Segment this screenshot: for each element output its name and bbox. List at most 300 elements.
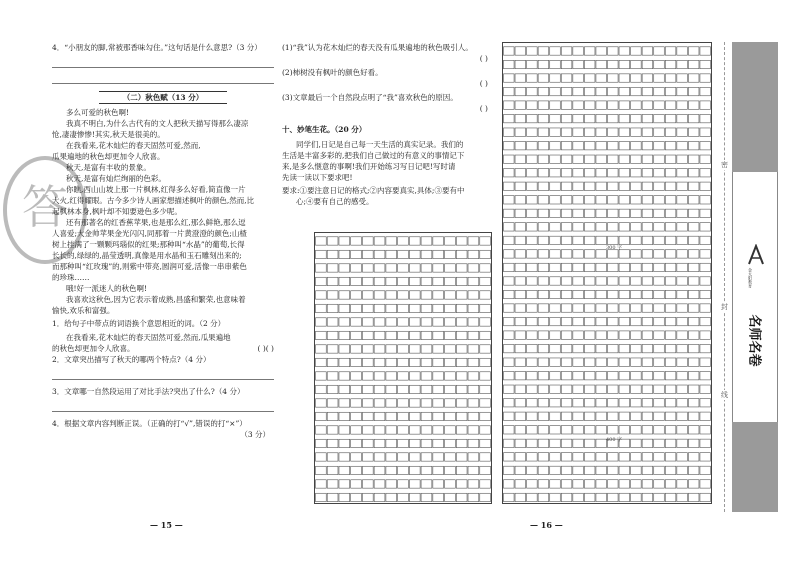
grid-cell — [608, 385, 619, 393]
grid-cell — [619, 196, 630, 204]
answer-line[interactable] — [52, 400, 274, 412]
grid-cell — [339, 291, 350, 299]
grid-cell — [527, 277, 538, 285]
grid-cell — [700, 169, 711, 177]
grid-cell — [573, 128, 584, 136]
grid-cell — [362, 345, 373, 353]
grid-cell — [573, 344, 584, 352]
grid-cell — [584, 223, 595, 231]
grid-cell — [339, 237, 350, 245]
grid-cell — [584, 317, 595, 325]
grid-cell — [527, 209, 538, 217]
grid-cell — [339, 277, 350, 285]
grid-cell — [386, 250, 397, 258]
grid-cell — [619, 304, 630, 312]
grid-cell — [619, 466, 630, 474]
grid-cell — [677, 371, 688, 379]
grid-cell — [409, 372, 420, 380]
grid-cell — [515, 304, 526, 312]
grid-cell — [316, 466, 327, 474]
grid-cell — [374, 466, 385, 474]
passage-line: 的珍珠…… — [52, 273, 90, 282]
grid-cell — [527, 60, 538, 68]
grid-cell — [642, 250, 653, 258]
grid-cell — [445, 399, 456, 407]
grid-cell — [654, 87, 665, 95]
grid-cell — [596, 331, 607, 339]
grid-cell — [362, 331, 373, 339]
grid-cell — [480, 412, 491, 420]
grid-cell — [642, 290, 653, 298]
grid-cell — [550, 412, 561, 420]
grid-cell — [561, 385, 572, 393]
grid-cell — [665, 304, 676, 312]
grid-cell — [561, 87, 572, 95]
grid-cell — [515, 47, 526, 55]
grid-cell — [504, 209, 515, 217]
grid-cell — [456, 372, 467, 380]
grid-cell — [409, 480, 420, 488]
grid-cell — [642, 371, 653, 379]
grid-cell — [339, 480, 350, 488]
question-1-blanks[interactable]: ( )( ) — [257, 344, 274, 353]
passage-line: 而那种叫“红玫瑰”的,则紫中带亮,圆润可爱,活像一串串紫色 — [52, 262, 247, 271]
grid-cell — [433, 264, 444, 272]
grid-cell — [608, 480, 619, 488]
grid-cell — [421, 399, 432, 407]
grid-cell — [456, 453, 467, 461]
grid-cell — [351, 385, 362, 393]
grid-cell — [421, 439, 432, 447]
grid-cell — [561, 101, 572, 109]
writing-grid-right[interactable] — [502, 42, 712, 504]
grid-cell — [421, 250, 432, 258]
grid-cell — [398, 372, 409, 380]
grid-cell — [362, 466, 373, 474]
grid-cell — [421, 331, 432, 339]
grid-cell — [665, 47, 676, 55]
grid-cell — [584, 169, 595, 177]
grid-cell — [433, 345, 444, 353]
grid-cell — [480, 480, 491, 488]
grid-cell — [700, 114, 711, 122]
grid-cell — [584, 141, 595, 149]
grid-cell — [550, 114, 561, 122]
grid-cell — [608, 290, 619, 298]
grid-cell — [665, 493, 676, 501]
grid-cell — [421, 264, 432, 272]
grid-cell — [339, 426, 350, 434]
grid-cell — [584, 60, 595, 68]
grid-cell — [421, 453, 432, 461]
judge-blank[interactable]: ( ) — [479, 79, 488, 88]
grid-cell — [445, 385, 456, 393]
grid-cell — [515, 87, 526, 95]
grid-cell — [480, 426, 491, 434]
grid-cell — [654, 493, 665, 501]
grid-cell — [584, 399, 595, 407]
grid-cell — [619, 114, 630, 122]
grid-cell — [550, 426, 561, 434]
grid-cell — [573, 47, 584, 55]
grid-cell — [596, 141, 607, 149]
grid-cell — [527, 493, 538, 501]
grid-cell — [327, 439, 338, 447]
grid-cell — [386, 304, 397, 312]
grid-cell — [386, 439, 397, 447]
grid-cell — [561, 493, 572, 501]
grid-cell — [700, 155, 711, 163]
grid-cell — [584, 74, 595, 82]
grid-cell — [573, 277, 584, 285]
grid-cell — [468, 372, 479, 380]
grid-cell — [619, 277, 630, 285]
grid-cell — [316, 304, 327, 312]
grid-cell — [584, 344, 595, 352]
grid-cell — [561, 236, 572, 244]
grid-cell — [445, 412, 456, 420]
grid-cell — [504, 426, 515, 434]
grid-cell — [504, 358, 515, 366]
grid-cell — [550, 480, 561, 488]
grid-cell — [677, 263, 688, 271]
grid-cell — [654, 169, 665, 177]
question-4: 4．根据文章内容判断正误。（正确的打“√”,错误的打“×”） — [52, 419, 247, 428]
grid-cell — [631, 466, 642, 474]
grid-cell — [700, 223, 711, 231]
grid-cell — [386, 453, 397, 461]
grid-cell — [573, 182, 584, 190]
grid-cell — [374, 426, 385, 434]
grid-cell — [527, 453, 538, 461]
grid-cell — [468, 264, 479, 272]
grid-cell — [677, 358, 688, 366]
grid-cell — [550, 141, 561, 149]
grid-cell — [421, 372, 432, 380]
grid-cell — [339, 466, 350, 474]
grid-cell — [550, 263, 561, 271]
grid-cell — [327, 250, 338, 258]
grid-cell — [608, 101, 619, 109]
grid-cell — [642, 317, 653, 325]
brand-logo-icon — [747, 244, 765, 266]
grid-cell — [538, 439, 549, 447]
grid-cell — [445, 493, 456, 501]
grid-cell — [654, 60, 665, 68]
grid-cell — [665, 236, 676, 244]
grid-cell — [584, 277, 595, 285]
grid-cell — [619, 128, 630, 136]
grid-cell — [654, 304, 665, 312]
grid-cell — [550, 223, 561, 231]
grid-cell — [527, 466, 538, 474]
grid-cell — [561, 196, 572, 204]
grid-cell — [561, 223, 572, 231]
passage-line: 起枫林本身,枫叶却不知要逊色多少呢。 — [52, 207, 182, 216]
grid-cell — [538, 263, 549, 271]
grid-cell — [642, 358, 653, 366]
grid-cell — [538, 87, 549, 95]
grid-cell — [374, 412, 385, 420]
grid-cell — [550, 317, 561, 325]
grid-cell — [619, 101, 630, 109]
grid-cell — [538, 290, 549, 298]
grid-cell — [480, 304, 491, 312]
grid-cell — [573, 385, 584, 393]
grid-cell — [688, 155, 699, 163]
grid-cell — [654, 223, 665, 231]
grid-cell — [316, 358, 327, 366]
grid-cell — [515, 344, 526, 352]
grid-cell — [433, 480, 444, 488]
grid-cell — [515, 399, 526, 407]
grid-cell — [433, 372, 444, 380]
grid-cell — [504, 101, 515, 109]
grid-cell — [362, 453, 373, 461]
grid-cell — [665, 371, 676, 379]
grid-cell — [515, 466, 526, 474]
grid-cell — [445, 466, 456, 474]
grid-cell — [515, 223, 526, 231]
grid-cell — [619, 290, 630, 298]
answer-line[interactable] — [52, 368, 274, 380]
spine-brand-band — [732, 172, 778, 422]
grid-cell — [677, 344, 688, 352]
grid-cell — [362, 372, 373, 380]
seal-text: 答 — [22, 180, 68, 234]
grid-cell — [654, 236, 665, 244]
grid-cell — [316, 331, 327, 339]
grid-cell — [654, 128, 665, 136]
grid-cell — [362, 237, 373, 245]
grid-cell — [468, 237, 479, 245]
grid-cell — [538, 60, 549, 68]
grid-cell — [677, 493, 688, 501]
grid-cell — [596, 344, 607, 352]
grid-cell — [433, 291, 444, 299]
grid-cell — [688, 290, 699, 298]
grid-cell — [688, 236, 699, 244]
grid-cell — [409, 453, 420, 461]
grid-cell — [665, 74, 676, 82]
grid-cell — [619, 47, 630, 55]
grid-cell — [596, 223, 607, 231]
grid-cell — [677, 47, 688, 55]
grid-cell — [316, 453, 327, 461]
grid-cell — [339, 385, 350, 393]
grid-cell — [688, 141, 699, 149]
grid-cell — [456, 264, 467, 272]
grid-cell — [362, 264, 373, 272]
grid-cell — [327, 358, 338, 366]
grid-cell — [700, 466, 711, 474]
grid-cell — [527, 236, 538, 244]
grid-cell — [515, 277, 526, 285]
grid-cell — [700, 60, 711, 68]
grid-cell — [515, 250, 526, 258]
grid-cell — [631, 169, 642, 177]
grid-cell — [527, 480, 538, 488]
grid-cell — [351, 264, 362, 272]
grid-cell — [608, 169, 619, 177]
grid-cell — [421, 466, 432, 474]
grid-cell — [374, 372, 385, 380]
grid-cell — [642, 344, 653, 352]
grid-cell — [468, 399, 479, 407]
grid-cell — [527, 74, 538, 82]
grid-cell — [386, 385, 397, 393]
grid-cell — [374, 318, 385, 326]
grid-cell — [677, 128, 688, 136]
grid-cell — [608, 331, 619, 339]
grid-cell — [608, 371, 619, 379]
grid-cell — [445, 277, 456, 285]
grid-cell — [631, 209, 642, 217]
grid-cell — [642, 304, 653, 312]
grid-cell — [398, 480, 409, 488]
grid-cell — [596, 236, 607, 244]
grid-cell — [538, 493, 549, 501]
grid-cell — [631, 128, 642, 136]
grid-cell — [456, 331, 467, 339]
grid-cell — [688, 60, 699, 68]
grid-cell — [538, 453, 549, 461]
grid-cell — [665, 169, 676, 177]
grid-cell — [456, 304, 467, 312]
grid-cell — [642, 466, 653, 474]
grid-cell — [688, 371, 699, 379]
grid-cell — [654, 344, 665, 352]
answer-line[interactable] — [52, 72, 274, 84]
grid-cell — [631, 426, 642, 434]
grid-cell — [398, 439, 409, 447]
grid-cell — [421, 493, 432, 501]
grid-cell — [504, 128, 515, 136]
grid-cell — [421, 345, 432, 353]
grid-cell — [550, 60, 561, 68]
grid-cell — [515, 263, 526, 271]
grid-cell — [665, 277, 676, 285]
grid-cell — [573, 371, 584, 379]
writing-grid-middle[interactable] — [314, 232, 492, 504]
grid-cell — [688, 277, 699, 285]
grid-cell — [504, 60, 515, 68]
grid-cell — [596, 480, 607, 488]
grid-cell — [573, 236, 584, 244]
grid-cell — [480, 453, 491, 461]
grid-cell — [456, 493, 467, 501]
grid-cell — [327, 480, 338, 488]
grid-cell — [445, 372, 456, 380]
judge-blank[interactable]: ( ) — [479, 104, 488, 113]
grid-cell — [700, 426, 711, 434]
grid-cell — [351, 480, 362, 488]
prompt-line: 生活是丰富多彩的,把我们自己做过的有意义的事情记下 — [282, 151, 465, 160]
grid-cell — [351, 277, 362, 285]
grid-cell — [700, 236, 711, 244]
grid-cell — [527, 101, 538, 109]
grid-cell — [573, 290, 584, 298]
grid-cell — [642, 223, 653, 231]
grid-cell — [433, 331, 444, 339]
grid-cell — [619, 493, 630, 501]
requirement-line: 心;④要有自己的感受。 — [296, 197, 374, 206]
grid-cell — [433, 237, 444, 245]
binding-line — [724, 42, 725, 512]
grid-cell — [504, 304, 515, 312]
grid-cell — [631, 480, 642, 488]
grid-cell — [527, 331, 538, 339]
grid-cell — [573, 169, 584, 177]
grid-cell — [515, 196, 526, 204]
grid-cell — [538, 169, 549, 177]
grid-cell — [538, 141, 549, 149]
grid-cell — [631, 74, 642, 82]
grid-cell — [584, 47, 595, 55]
grid-cell — [665, 141, 676, 149]
grid-cell — [362, 426, 373, 434]
grid-cell — [433, 426, 444, 434]
grid-cell — [456, 439, 467, 447]
grid-cell — [677, 141, 688, 149]
grid-cell — [504, 277, 515, 285]
grid-cell — [480, 345, 491, 353]
grid-cell — [665, 453, 676, 461]
grid-cell — [515, 412, 526, 420]
grid-cell — [584, 87, 595, 95]
grid-cell — [561, 453, 572, 461]
grid-cell — [677, 277, 688, 285]
grid-cell — [515, 480, 526, 488]
grid-cell — [654, 439, 665, 447]
passage-line: 我真不明白,为什么古代有的文人把秋天描写得那么凄凉 — [66, 119, 249, 128]
grid-cell — [515, 426, 526, 434]
grid-cell — [631, 196, 642, 204]
grid-cell — [433, 385, 444, 393]
grid-cell — [538, 399, 549, 407]
grid-cell — [527, 358, 538, 366]
grid-cell — [642, 236, 653, 244]
grid-cell — [504, 399, 515, 407]
grid-cell — [677, 385, 688, 393]
grid-cell — [515, 182, 526, 190]
grid-cell — [608, 47, 619, 55]
grid-cell — [573, 439, 584, 447]
grid-cell — [608, 74, 619, 82]
grid-cell — [398, 237, 409, 245]
grid-cell — [596, 74, 607, 82]
grid-cell — [398, 358, 409, 366]
grid-cell — [631, 60, 642, 68]
grid-cell — [386, 264, 397, 272]
judge-blank[interactable]: ( ) — [479, 54, 488, 63]
grid-cell — [688, 47, 699, 55]
answer-line[interactable] — [52, 56, 274, 68]
grid-cell — [351, 237, 362, 245]
page-number: — 15 — — [150, 520, 183, 530]
grid-cell — [619, 480, 630, 488]
grid-cell — [608, 60, 619, 68]
grid-cell — [433, 304, 444, 312]
grid-cell — [550, 236, 561, 244]
grid-cell — [339, 493, 350, 501]
grid-cell — [584, 371, 595, 379]
grid-cell — [573, 223, 584, 231]
grid-cell — [596, 453, 607, 461]
grid-cells — [503, 43, 711, 503]
grid-cell — [538, 196, 549, 204]
grid-cell — [619, 223, 630, 231]
